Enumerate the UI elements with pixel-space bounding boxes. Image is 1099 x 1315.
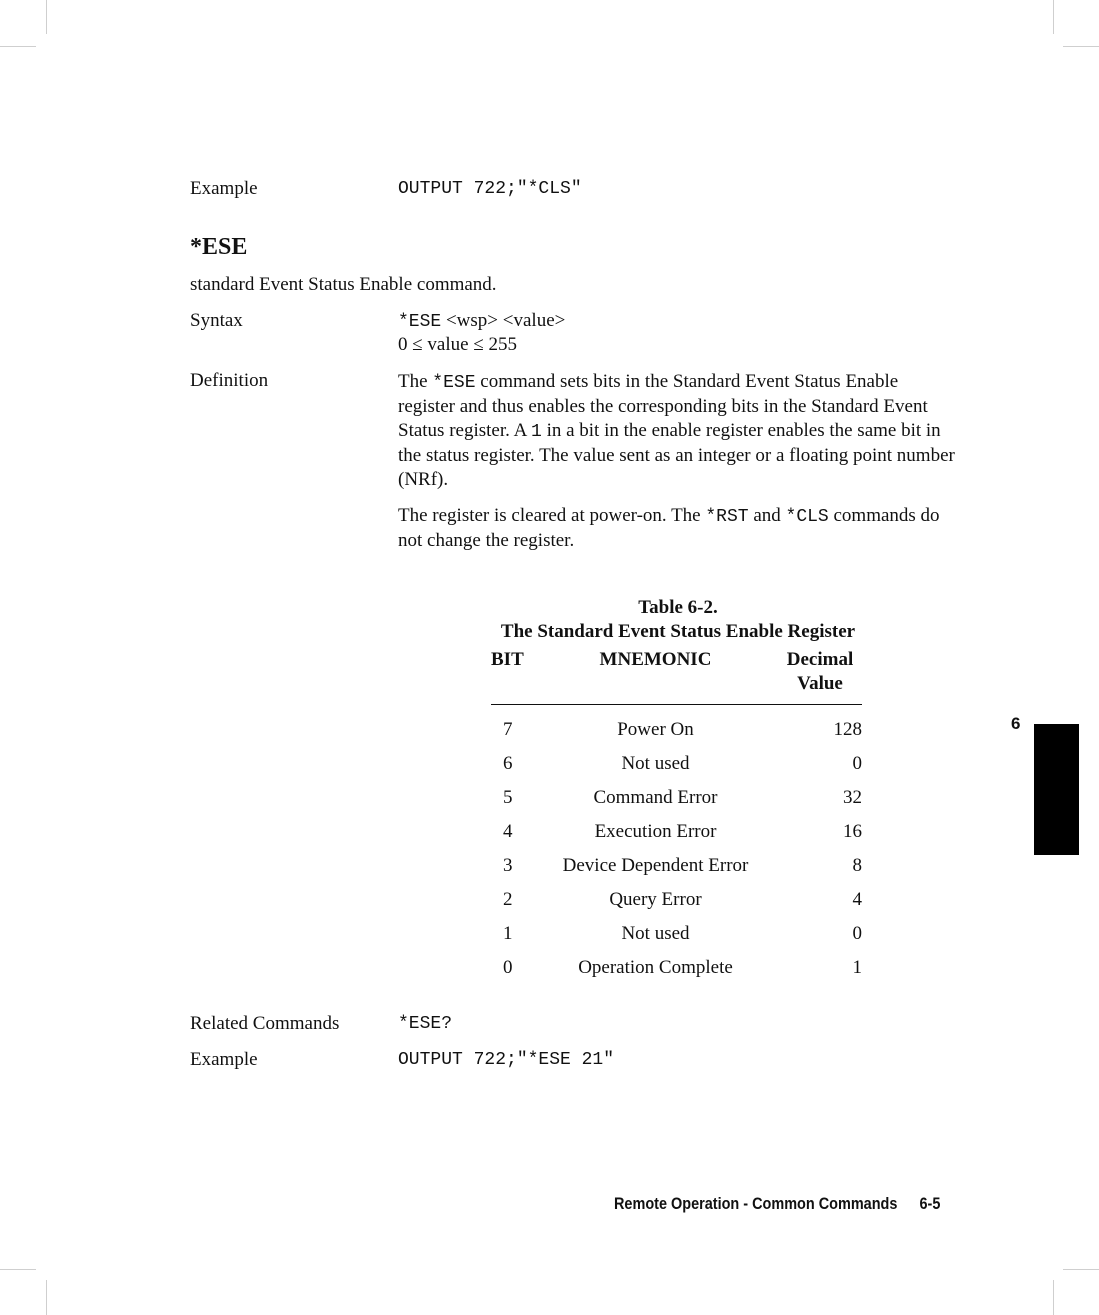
mnemonic-cell: Query Error: [609, 889, 702, 910]
crop-mark: [1053, 0, 1054, 34]
example-code: OUTPUT 722;"*ESE 21": [398, 1050, 615, 1070]
footer-page-number: 6-5: [919, 1194, 941, 1213]
table-row: [491, 883, 862, 917]
bit-cell: 7: [503, 719, 513, 740]
related-code: *ESE?: [398, 1014, 453, 1034]
mnemonic-cell: Power On: [617, 719, 694, 740]
text-run: in a bit in the enable register enables the same bit in the status register. The value sent as an integer or a floating point number (NRf).: [398, 420, 955, 490]
bit-cell: 3: [503, 855, 513, 876]
mnemonic-cell: Device Dependent Error: [562, 855, 749, 876]
text-run: commands do not change the register.: [398, 505, 940, 551]
bit-cell: 2: [503, 889, 513, 910]
header-bit: BIT: [491, 648, 539, 705]
bit-cell: 1: [503, 923, 513, 944]
footer-section: Remote Operation - Common Commands: [614, 1194, 898, 1213]
decimal-cell: 128: [833, 719, 862, 740]
crop-mark: [46, 0, 47, 34]
inline-code: *CLS: [785, 507, 829, 527]
syntax-args: <wsp> <value>: [441, 310, 566, 331]
definition-label: Definition: [190, 370, 269, 391]
mnemonic-cell: Operation Complete: [578, 957, 733, 978]
table-row: [491, 713, 862, 747]
syntax-line: [398, 310, 565, 332]
decimal-cell: 0: [852, 753, 862, 774]
definition-body: [398, 370, 958, 553]
text-run: and: [748, 505, 786, 526]
decimal-cell: 1: [852, 957, 862, 978]
crop-mark: [1063, 1269, 1099, 1270]
bit-cell: 4: [503, 821, 513, 842]
status-enable-table: [491, 648, 862, 985]
crop-mark: [1063, 46, 1099, 47]
definition-paragraph: [398, 370, 958, 492]
decimal-cell: 8: [852, 855, 862, 876]
table-row: [491, 849, 862, 883]
example-label: Example: [190, 1049, 258, 1070]
table-row: [491, 781, 862, 815]
table-number: Table 6-2.: [638, 597, 718, 618]
table-title: The Standard Event Status Enable Register: [500, 621, 856, 642]
crop-mark: [0, 46, 36, 47]
header-decimal: [772, 648, 862, 705]
decimal-cell: 16: [843, 821, 862, 842]
spacer-row: [491, 705, 862, 714]
inline-code: *ESE: [432, 373, 476, 393]
mnemonic-cell: Not used: [621, 923, 690, 944]
mnemonic-cell: Command Error: [593, 787, 718, 808]
related-label: Related Commands: [190, 1013, 340, 1034]
crop-mark: [0, 1269, 36, 1270]
example-code: OUTPUT 722;"*CLS": [398, 179, 582, 199]
text-run: The: [398, 371, 433, 392]
decimal-cell: 0: [852, 923, 862, 944]
chapter-tab-marker: [1034, 724, 1079, 855]
mnemonic-cell: Not used: [621, 753, 690, 774]
syntax-range: 0 ≤ value ≤ 255: [398, 334, 518, 355]
crop-mark: [1053, 1280, 1054, 1315]
syntax-command: *ESE: [398, 312, 442, 332]
decimal-cell: 4: [852, 889, 862, 910]
chapter-tab-number: 6: [1011, 714, 1021, 733]
bit-cell: 6: [503, 753, 513, 774]
crop-mark: [46, 1280, 47, 1315]
definition-paragraph: [398, 504, 958, 553]
page-footer: [614, 1194, 940, 1214]
header-mnemonic: MNEMONIC: [539, 648, 772, 705]
header-decimal-text: Decimal Value: [786, 649, 854, 694]
bit-cell: 5: [503, 787, 513, 808]
table-row: [491, 815, 862, 849]
section-summary: standard Event Status Enable command.: [190, 274, 497, 295]
section-title: *ESE: [190, 234, 248, 260]
inline-code: *RST: [705, 507, 749, 527]
text-run: command sets bits in the Standard Event Status Enable register and thus enables the corresponding bits in the Standard Event Status register. A: [398, 371, 928, 441]
table-row: [491, 917, 862, 951]
text-run: The register is cleared at power-on. The: [398, 505, 706, 526]
table-row: [491, 951, 862, 985]
syntax-label: Syntax: [190, 310, 243, 331]
table-row: [491, 747, 862, 781]
decimal-cell: 32: [843, 787, 862, 808]
example-label: Example: [190, 178, 258, 199]
bit-cell: 0: [503, 957, 513, 978]
table-header-row: [491, 648, 862, 705]
inline-code: 1: [531, 422, 542, 442]
mnemonic-cell: Execution Error: [594, 821, 717, 842]
